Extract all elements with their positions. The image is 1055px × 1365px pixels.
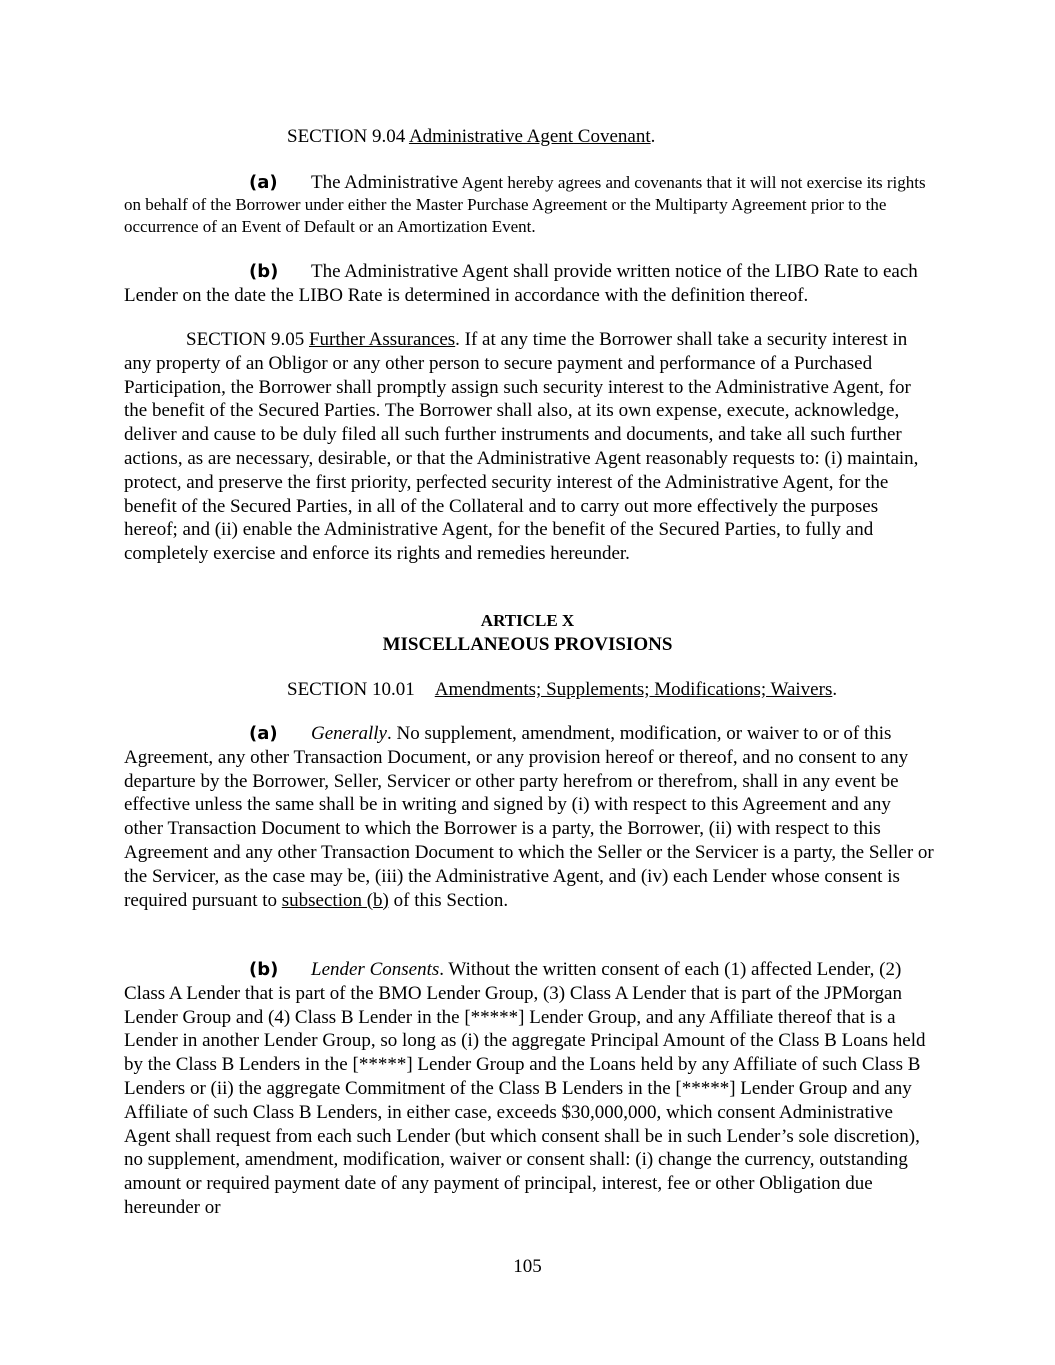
section-title: Administrative Agent Covenant xyxy=(408,126,651,147)
paragraph-9-04-a: (a) The Administrative Agent hereby agrees and covenants that it will not exercise its rights on behalf of the Borrower under either the Master Purchase Agreement or the Multiparty Agreement prior to the occurrence of an Event of Default or an Amortization Event. xyxy=(124,172,926,236)
paragraph-label: (b) xyxy=(249,261,279,282)
article-title: MISCELLANEOUS PROVISIONS xyxy=(382,634,673,655)
page-number: 105 xyxy=(513,1256,542,1277)
subsection-reference: subsection (b) xyxy=(281,889,389,911)
paragraph-10-01-a: (a) Generally. No supplement, amendment, modification, or waiver to or of this Agreement, any other Transaction Document, or any provision hereof or thereof, and no consent to any departure by the Borrower, Seller, Servicer or other party herefrom or therefrom, shall in any event be effective unless the same shall be in writing and signed by (i) with respect to this Agreement and any other Transaction Document to which the Borrower is a party, the Borrower, (ii) with respect to this Agreement and any other Transaction Document to which the Seller or the Servicer is a party, the Seller or the Servicer, as the case may be, (iii) the Administrative Agent, and (iv) each Lender whose consent is required pursuant to subsection (b) of this Section. xyxy=(124,723,934,911)
section-prefix: SECTION 10.01 xyxy=(287,679,415,700)
section-title: Further Assurances xyxy=(308,329,456,350)
section-prefix: SECTION 9.05 xyxy=(186,329,309,350)
section-9-05-paragraph: SECTION 9.05 Further Assurances. If at any time the Borrower shall take a security interest in any property of an Obligor or any other person to secure payment and performance of a Purchased Participation, the Borrower shall promptly assign such security interest to the Administrative Agent, for the benefit of the Secured Parties. The Borrower shall also, at its own expense, execute, acknowledge, deliver and cause to be duly filed all such further instruments and documents, and take all such further actions, as are necessary, desirable, or that the Administrative Agent reasonably requests to: (i) maintain, protect, and preserve the first priority, perfected security interest of the Administrative Agent, for the benefit of the Secured Parties, in all of the Collateral and to carry out more effectively the purposes hereof; and (ii) enable the Administrative Agent, for the benefit of the Secured Parties, to fully and completely exercise and enforce its rights and remedies hereunder. xyxy=(124,329,919,565)
paragraph-9-04-b: (b) The Administrative Agent shall provide written notice of the LIBO Rate to each Lender on the date the LIBO Rate is determined in accordance with the definition thereof. xyxy=(124,261,918,306)
paragraph-10-01-b: (b) Lender Consents. Without the written consent of each (1) affected Lender, (2) Class A Lender that is part of the BMO Lender Group, (3) Class A Lender that is part of the JPMorgan Lender Group and (4) Class B Lender in the [*****] Lender Group, and any Affiliate thereof that is a Lender in another Lender Group, so long as (i) the aggregate Principal Amount of the Class B Loans held by the Class B Lenders in the [*****] Lender Group and the Loans held by any Affiliate of such Class B Lenders or (ii) the aggregate Commitment of the Class B Lenders in the [*****] Lender Group and any Affiliate of such Class B Lenders, in either case, exceeds $30,000,000, which consent Administrative Agent shall request from each such Lender (but which consent shall be in such Lender’s sole discretion), no supplement, amendment, modification, waiver or consent shall: (i) change the currency, outstanding amount or required payment date of any payment of principal, interest, fee or other Obligation due hereunder or xyxy=(124,959,926,1218)
section-title: Amendments; Supplements; Modifications; Waivers xyxy=(434,679,833,700)
paragraph-heading: Generally xyxy=(311,723,387,744)
paragraph-heading: Lender Consents xyxy=(311,959,440,980)
article-number: ARTICLE X xyxy=(480,611,575,630)
paragraph-label: (a) xyxy=(249,172,278,193)
paragraph-label: (a) xyxy=(249,723,278,744)
section-prefix: SECTION 9.04 xyxy=(287,126,409,147)
paragraph-label: (b) xyxy=(249,959,279,980)
section-9-04-heading: SECTION 9.04 Administrative Agent Covenant. xyxy=(287,126,656,147)
section-10-01-heading: SECTION 10.01 Amendments; Supplements; Modifications; Waivers. xyxy=(287,679,838,700)
